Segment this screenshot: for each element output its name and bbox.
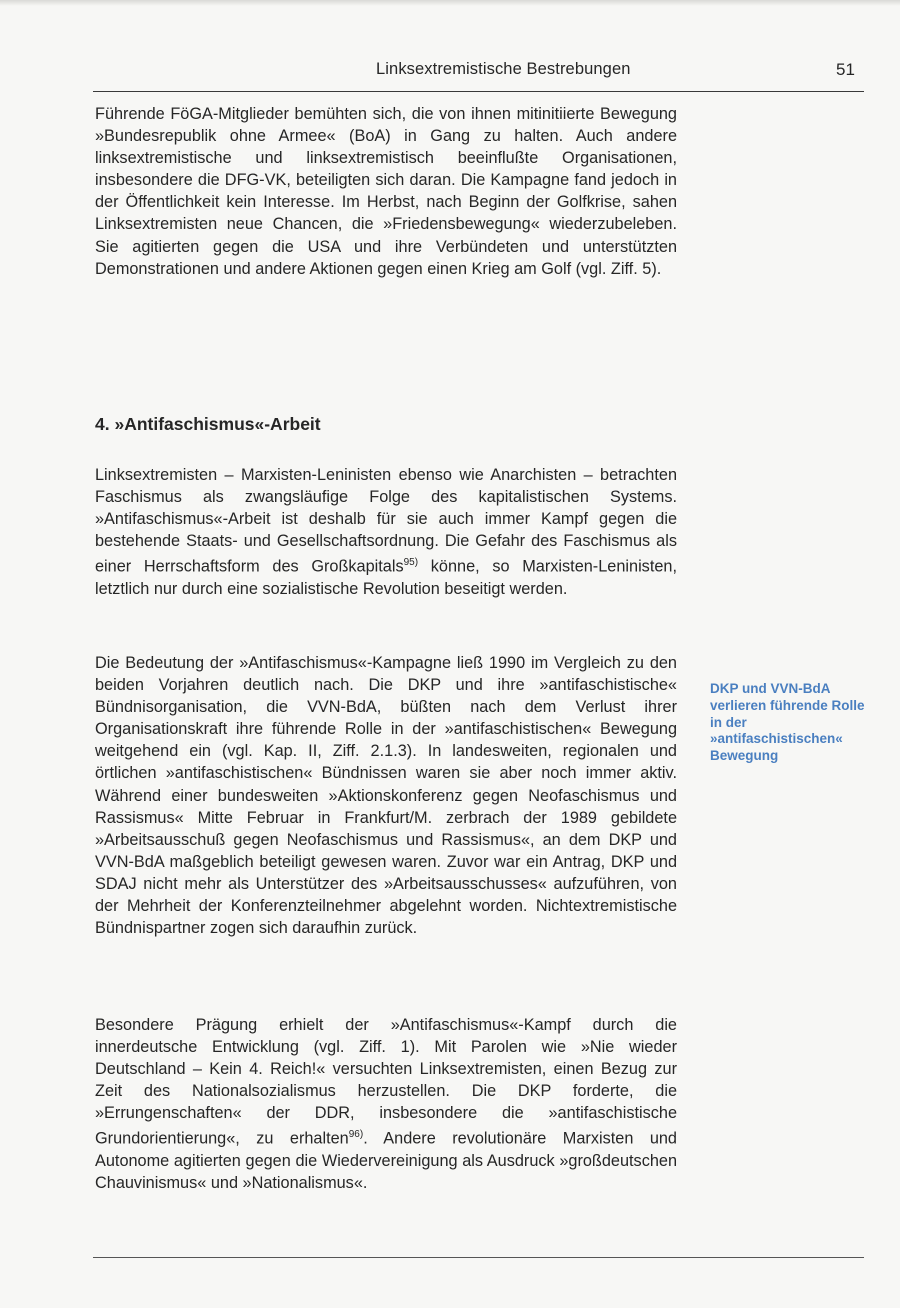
paragraph-antifascism-definition: [95, 464, 677, 600]
running-header-title: Linksextremistische Bestrebungen: [376, 60, 631, 78]
paragraph-text: Besondere Prägung erhielt der »Antifaschismus«-Kampf durch die innerdeutsche Entwicklung (vgl. Ziff. 1). Mit Parolen wie »Nie wieder Deutschland – Kein 4. Reich!« versuchten Linksextremisten, einen Bezug zur Zeit des Nationalsozialismus herzustellen. Die DKP forderte, die »Errungenschaften« der DDR, insbesondere die »antifaschistische Grundorientierung«, zu erhalten: [95, 1016, 677, 1148]
paragraph-text: Linksextremisten – Marxisten-Leninisten ebenso wie Anarchisten – betrachten Faschismus als zwangsläufige Folge des kapitalistischen Systems. »Antifaschismus«-Arbeit ist deshalb für sie auch immer Kampf gegen die bestehende Staats- und Gesellschaftsordnung. Die Gefahr des Faschismus als einer Herrschaftsform des Großkapitals: [95, 466, 677, 576]
scan-top-edge: [0, 0, 900, 6]
page-number: 51: [836, 60, 855, 79]
header-rule: [93, 91, 864, 92]
footnote-ref-95: 95): [403, 557, 419, 569]
paragraph-reunification: [95, 1014, 677, 1194]
footer-rule: [93, 1257, 864, 1258]
paragraph-text: könne, so Marxisten-Leninisten, letztlich nur durch eine sozialistische Revolution beseitigt werden.: [95, 557, 677, 598]
margin-note: DKP und VVN-BdA verlieren führende Rolle in der »antifaschistischen« Bewegung: [710, 681, 865, 764]
paragraph-dkp-vvn-decline: Die Bedeutung der »Antifaschismus«-Kampagne ließ 1990 im Vergleich zu den beiden Vorjahren deutlich nach. Die DKP und ihre »antifaschistische« Bündnisorganisation, die VVN-BdA, büßten nach dem Verlust ihrer Organisationskraft ihre führende Rolle in der »antifaschistischen« Bewegung weitgehend ein (vgl. Kap. II, Ziff. 2.1.3). In landesweiten, regionalen und örtlichen »antifaschistischen« Bündnissen waren sie aber noch immer aktiv. Während einer bundesweiten »Aktionskonferenz gegen Neofaschismus und Rassismus« Mitte Februar in Frankfurt/M. zerbrach der 1989 gebildete »Arbeitsausschuß gegen Neofaschismus und Rassismus«, an dem DKP und VVN-BdA maßgeblich beteiligt gewesen waren. Zuvor war ein Antrag, DKP und SDAJ nicht mehr als Unterstützer des »Arbeitsausschusses« aufzuführen, von der Mehrheit der Konferenzteilnehmer abgelehnt worden. Nichtextremistische Bündnispartner zogen sich daraufhin zurück.: [95, 654, 677, 938]
paragraph-text: . Andere revolutionäre Marxisten und Autonome agitierten gegen die Wiedervereinigung als Ausdruck »großdeutschen Chauvinismus« und »Nationalismus«.: [95, 1129, 677, 1193]
footnote-ref-96: 96): [348, 1129, 364, 1141]
paragraph-boa-campaign: Führende FöGA-Mitglieder bemühten sich, die von ihnen mitinitiierte Bewegung »Bundesrepublik ohne Armee« (BoA) in Gang zu halten. Auch andere linksextremistische und linksextremistisch beeinflußte Organisationen, insbesondere die DFG-VK, beteiligten sich daran. Die Kampagne fand jedoch in der Öffentlichkeit kein Interesse. Im Herbst, nach Beginn der Golfkrise, sahen Linksextremisten neue Chancen, die »Friedensbewegung« wiederzubeleben. Sie agitierten gegen die USA und ihre Verbündeten und unterstützten Demonstrationen und andere Aktionen gegen einen Krieg am Golf (vgl. Ziff. 5).: [95, 105, 677, 278]
section-heading: 4. »Antifaschismus«-Arbeit: [95, 414, 321, 434]
